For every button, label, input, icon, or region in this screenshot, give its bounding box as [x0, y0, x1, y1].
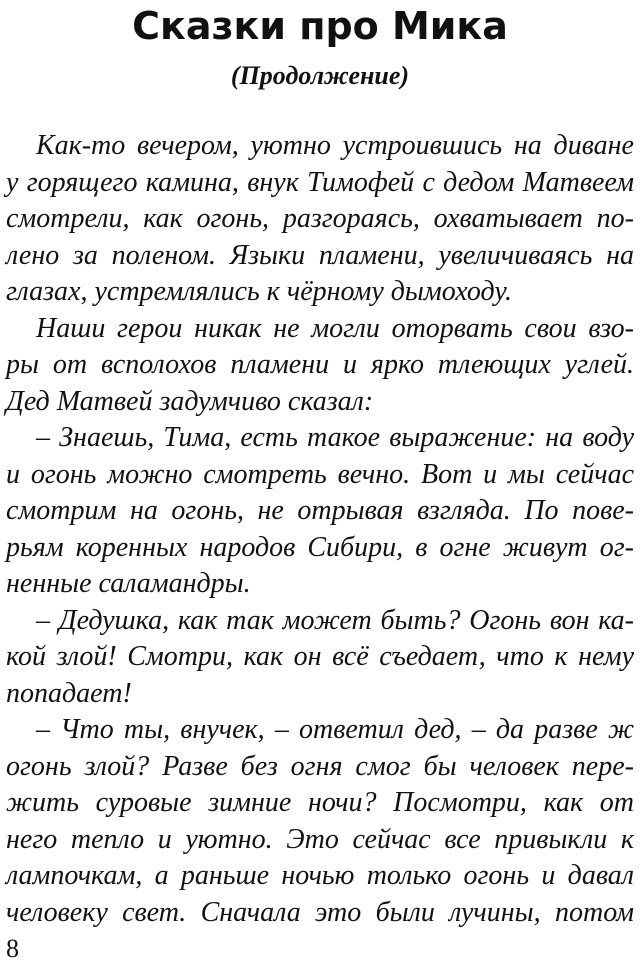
text-line: кой злой! Смотри, как он всё съедает, что к нему	[6, 641, 634, 672]
text-line: Наши герои никак не могли оторвать свои взо-	[36, 312, 634, 344]
text-line: человеку свет. Сначала это были лучины, потом	[6, 896, 634, 928]
text-line: Дед Матвей задумчиво сказал:	[6, 385, 374, 417]
page-subtitle: (Продолжение)	[230, 61, 410, 90]
page-number: 8	[6, 934, 19, 963]
text-line: него тепло и уютно. Это сейчас все привыкли к	[6, 823, 634, 855]
text-line: ненные саламандры.	[6, 568, 251, 599]
story-text	[6, 128, 634, 931]
text-line: ры от всполохов пламени и ярко тлеющих углей.	[6, 349, 634, 380]
text-line: – Что ты, внучек, – ответил дед, – да разве ж	[36, 714, 634, 745]
text-line: – Знаешь, Тима, есть такое выражение: на воду	[36, 422, 634, 453]
page-title: Сказки про Мика	[132, 4, 508, 48]
text-line: смотрим на огонь, не отрывая взгляда. По пове-	[6, 495, 634, 526]
text-line: лено за поленом. Языки пламени, увеличиваясь на	[6, 239, 634, 271]
text-line: глазах, устремлялись к чёрному дымоходу.	[6, 276, 512, 307]
text-line: попадает!	[6, 677, 132, 709]
text-line: рьям коренных народов Сибири, в огне живут ог-	[6, 531, 634, 563]
text-line: и огонь можно смотреть вечно. Вот и мы сейчас	[6, 458, 634, 490]
text-line: жить суровые зимние ночи? Посмотри, как от	[6, 787, 634, 818]
text-line: – Дедушка, как так может быть? Огонь вон ка-	[36, 604, 634, 636]
text-line: у горящего камина, внук Тимофей с дедом Матвеем	[6, 166, 634, 198]
text-line: смотрели, как огонь, разгораясь, охватывает по-	[6, 203, 634, 234]
text-line: лампочкам, а раньше ночью только огонь и давал	[6, 860, 634, 891]
text-line: Как-то вечером, уютно устроившись на диване	[36, 130, 634, 161]
text-line: огонь злой? Разве без огня смог бы человек пере-	[6, 750, 634, 782]
